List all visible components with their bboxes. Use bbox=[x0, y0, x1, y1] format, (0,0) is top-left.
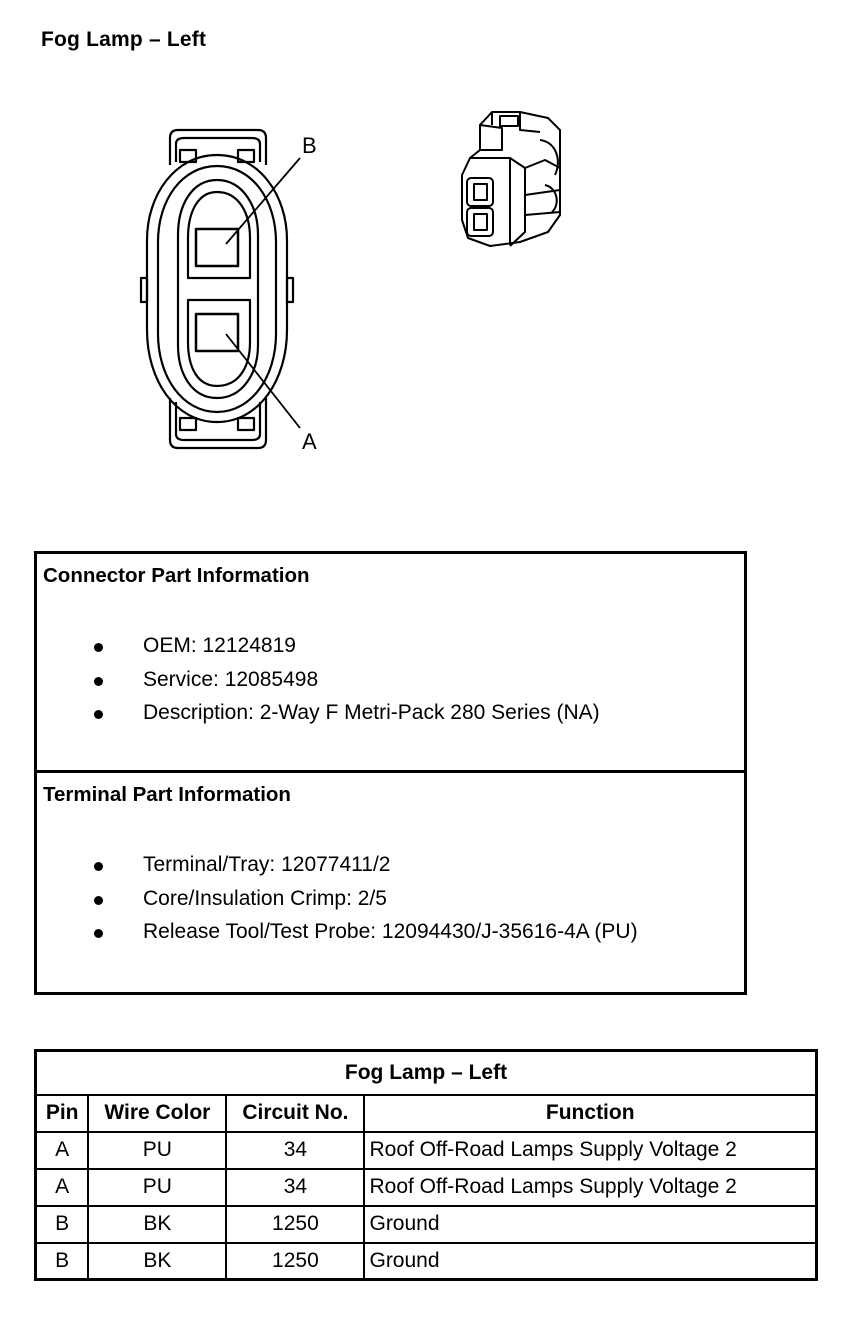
bullet-icon bbox=[94, 677, 103, 686]
terminal-part-title: Terminal Part Information bbox=[43, 783, 291, 806]
connector-description: Description: 2-Way F Metri-Pack 280 Series (NA) bbox=[143, 701, 600, 724]
bullet-icon bbox=[94, 710, 103, 719]
page-title: Fog Lamp – Left bbox=[41, 28, 207, 51]
part-info-box bbox=[34, 551, 747, 995]
cell-pin: A bbox=[36, 1169, 89, 1206]
cell-circuit-no: 34 bbox=[226, 1169, 364, 1206]
terminal-crimp: Core/Insulation Crimp: 2/5 bbox=[143, 886, 387, 910]
cell-function: Ground bbox=[364, 1243, 816, 1280]
terminal-release-tool: Release Tool/Test Probe: 12094430/J-35616-4A (PU) bbox=[143, 920, 638, 943]
cell-circuit-no: 1250 bbox=[226, 1206, 364, 1243]
cell-wire-color: BK bbox=[88, 1243, 226, 1280]
cell-wire-color: BK bbox=[88, 1206, 226, 1243]
pin-label-b: B bbox=[302, 133, 317, 158]
connector-part-section bbox=[37, 554, 744, 773]
cell-function: Ground bbox=[364, 1206, 816, 1243]
header-wire-color: Wire Color bbox=[88, 1095, 226, 1132]
bullet-icon bbox=[94, 896, 103, 905]
cell-wire-color: PU bbox=[88, 1169, 226, 1206]
connector-face-drawing bbox=[141, 130, 300, 448]
bullet-icon bbox=[94, 643, 103, 652]
cell-circuit-no: 1250 bbox=[226, 1243, 364, 1280]
table-row bbox=[36, 1132, 817, 1169]
terminal-tray: Terminal/Tray: 12077411/2 bbox=[143, 853, 391, 876]
cell-function: Roof Off-Road Lamps Supply Voltage 2 bbox=[364, 1132, 816, 1169]
cell-wire-color: PU bbox=[88, 1132, 226, 1169]
cell-pin: B bbox=[36, 1243, 89, 1280]
connector-oem: OEM: 12124819 bbox=[143, 634, 296, 657]
cell-pin: A bbox=[36, 1132, 89, 1169]
bullet-icon bbox=[94, 862, 103, 871]
connector-service: Service: 12085498 bbox=[143, 667, 319, 691]
table-caption: Fog Lamp – Left bbox=[36, 1051, 817, 1095]
terminal-part-section bbox=[37, 773, 744, 989]
pin-label-a: A bbox=[302, 429, 317, 454]
header-circuit-no: Circuit No. bbox=[226, 1095, 364, 1132]
table-row bbox=[36, 1243, 817, 1280]
table-row bbox=[36, 1169, 817, 1206]
table-header-row bbox=[36, 1095, 817, 1132]
cell-circuit-no: 34 bbox=[226, 1132, 364, 1169]
pin-table bbox=[34, 1049, 818, 1281]
header-function: Function bbox=[364, 1095, 816, 1132]
cell-function: Roof Off-Road Lamps Supply Voltage 2 bbox=[364, 1169, 816, 1206]
bullet-icon bbox=[94, 929, 103, 938]
cell-pin: B bbox=[36, 1206, 89, 1243]
connector-part-title: Connector Part Information bbox=[43, 564, 310, 587]
connector-drawings bbox=[0, 0, 864, 520]
table-row bbox=[36, 1206, 817, 1243]
connector-isometric-drawing bbox=[462, 112, 560, 246]
header-pin: Pin bbox=[36, 1095, 89, 1132]
